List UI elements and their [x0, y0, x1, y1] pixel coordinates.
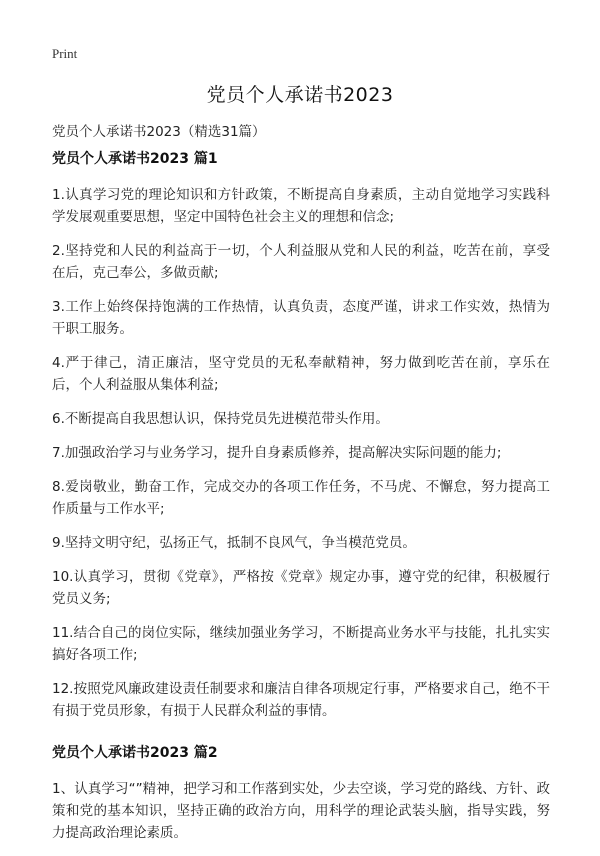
list-item: 9.坚持文明守纪，弘扬正气，抵制不良风气，争当模范党员。 [52, 535, 416, 551]
list-item: 8.爱岗敬业，勤奋工作，完成交办的各项工作任务，不马虎、不懈怠，努力提高工作质量与工作水平; [52, 479, 550, 517]
list-item: 1.认真学习党的理论知识和方针政策，不断提高自身素质，主动自觉地学习实践科学发展观重要思想，坚定中国特色社会主义的理想和信念; [52, 187, 550, 225]
section-1 [52, 148, 550, 722]
list-item: 11.结合自己的岗位实际，继续加强业务学习，不断提高业务水平与技能，扎扎实实搞好各项工作; [52, 625, 550, 663]
document-title: 党员个人承诺书2023 [206, 84, 394, 106]
print-label: Print [52, 46, 78, 61]
section-heading: 党员个人承诺书2023 篇2 [52, 745, 218, 761]
list-item: 7.加强政治学习与业务学习，提升自身素质修养，提高解决实际问题的能力; [52, 445, 502, 461]
list-item: 6.不断提高自我思想认识，保持党员先进模范带头作用。 [52, 411, 389, 427]
document-subtitle: 党员个人承诺书2023（精选31篇） [52, 124, 266, 140]
document-content [52, 148, 550, 856]
list-item: 4.严于律己，清正廉洁，坚守党员的无私奉献精神，努力做到吃苦在前，享乐在后，个人利益服从集体利益; [52, 355, 550, 393]
section-heading: 党员个人承诺书2023 篇1 [52, 151, 218, 167]
list-item: 3.工作上始终保持饱满的工作热情，认真负责，态度严谨，讲求工作实效，热情为干职工服务。 [52, 299, 550, 337]
list-item: 12.按照党风廉政建设责任制要求和廉洁自律各项规定行事，严格要求自己，绝不干有损于党员形象，有损于人民群众利益的事情。 [52, 681, 550, 719]
list-item: 1、认真学习“”精神，把学习和工作落到实处，少去空谈，学习党的路线、方针、政策和党的基本知识，坚持正确的政治方向，用科学的理论武装头脑，指导实践，努力提高政治理论素质。 [52, 781, 550, 841]
list-item: 10.认真学习，贯彻《党章》，严格按《党章》规定办事，遵守党的纪律，积极履行党员义务; [52, 569, 550, 607]
list-item: 2.坚持党和人民的利益高于一切，个人利益服从党和人民的利益，吃苦在前，享受在后，克己奉公，多做贡献; [52, 243, 550, 281]
section-2 [52, 742, 550, 844]
